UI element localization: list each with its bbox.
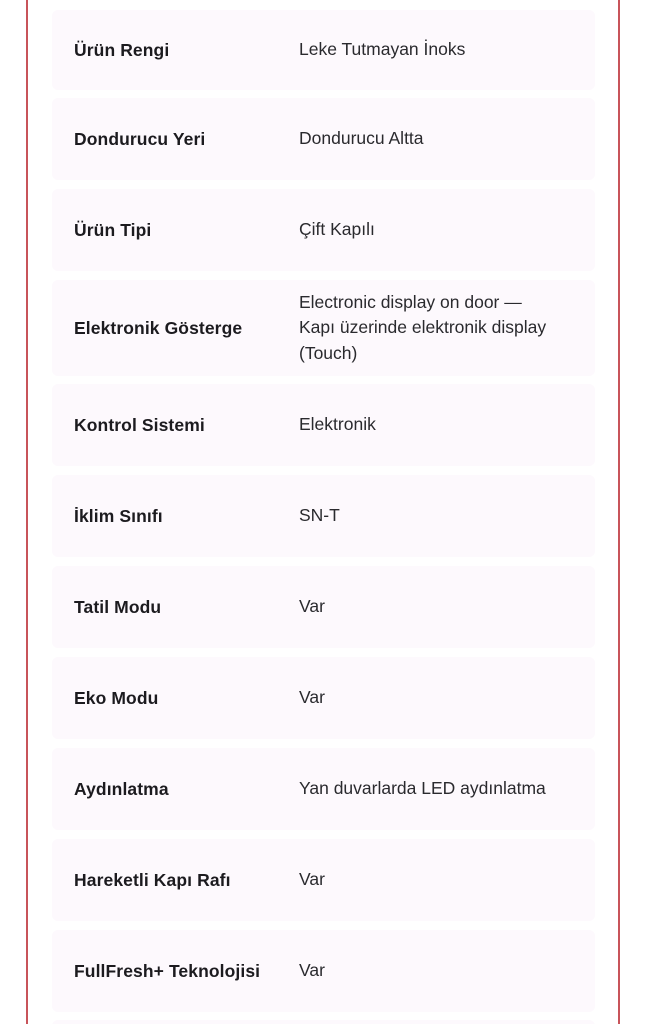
spec-row-partial — [52, 1020, 595, 1024]
spec-value: Var — [299, 869, 325, 890]
spec-label: İklim Sınıfı — [74, 505, 163, 526]
spec-label: Ürün Rengi — [74, 39, 170, 60]
spec-label: Hareketli Kapı Rafı — [74, 869, 231, 890]
spec-row-hareketli-kapi-rafi — [52, 839, 595, 921]
spec-row-eko-modu — [52, 657, 595, 739]
spec-label: Elektronik Gösterge — [74, 317, 243, 338]
spec-row-tatil-modu — [52, 566, 595, 648]
spec-label: Eko Modu — [74, 687, 159, 708]
spec-label: Dondurucu Yeri — [74, 128, 206, 149]
spec-value: Var — [299, 960, 325, 981]
spec-row-elektronik-gosterge — [52, 280, 595, 376]
spec-value: Var — [299, 687, 325, 708]
spec-row-fullfresh-teknolojisi — [52, 930, 595, 1012]
spec-value: Dondurucu Altta — [299, 128, 424, 149]
spec-label: Tatil Modu — [74, 596, 162, 617]
spec-value: Leke Tutmayan İnoks — [299, 39, 466, 60]
spec-label: FullFresh+ Teknolojisi — [74, 960, 261, 981]
spec-label: Ürün Tipi — [74, 219, 152, 240]
spec-row-dondurucu-yeri — [52, 98, 595, 180]
spec-value: Var — [299, 596, 325, 617]
spec-label: Kontrol Sistemi — [74, 414, 205, 435]
spec-row-urun-rengi — [52, 10, 595, 90]
spec-label: Aydınlatma — [74, 778, 169, 799]
spec-value: Çift Kapılı — [299, 219, 375, 240]
spec-row-aydinlatma — [52, 748, 595, 830]
spec-row-kontrol-sistemi — [52, 384, 595, 466]
spec-value: Electronic display on door — Kapı üzerinde elektronik display (Touch) — [299, 291, 547, 363]
spec-value: Yan duvarlarda LED aydınlatma — [299, 778, 546, 799]
spec-row-urun-tipi — [52, 189, 595, 271]
spec-value: SN-T — [299, 505, 340, 526]
spec-row-iklim-sinifi — [52, 475, 595, 557]
spec-value: Elektronik — [299, 414, 376, 435]
